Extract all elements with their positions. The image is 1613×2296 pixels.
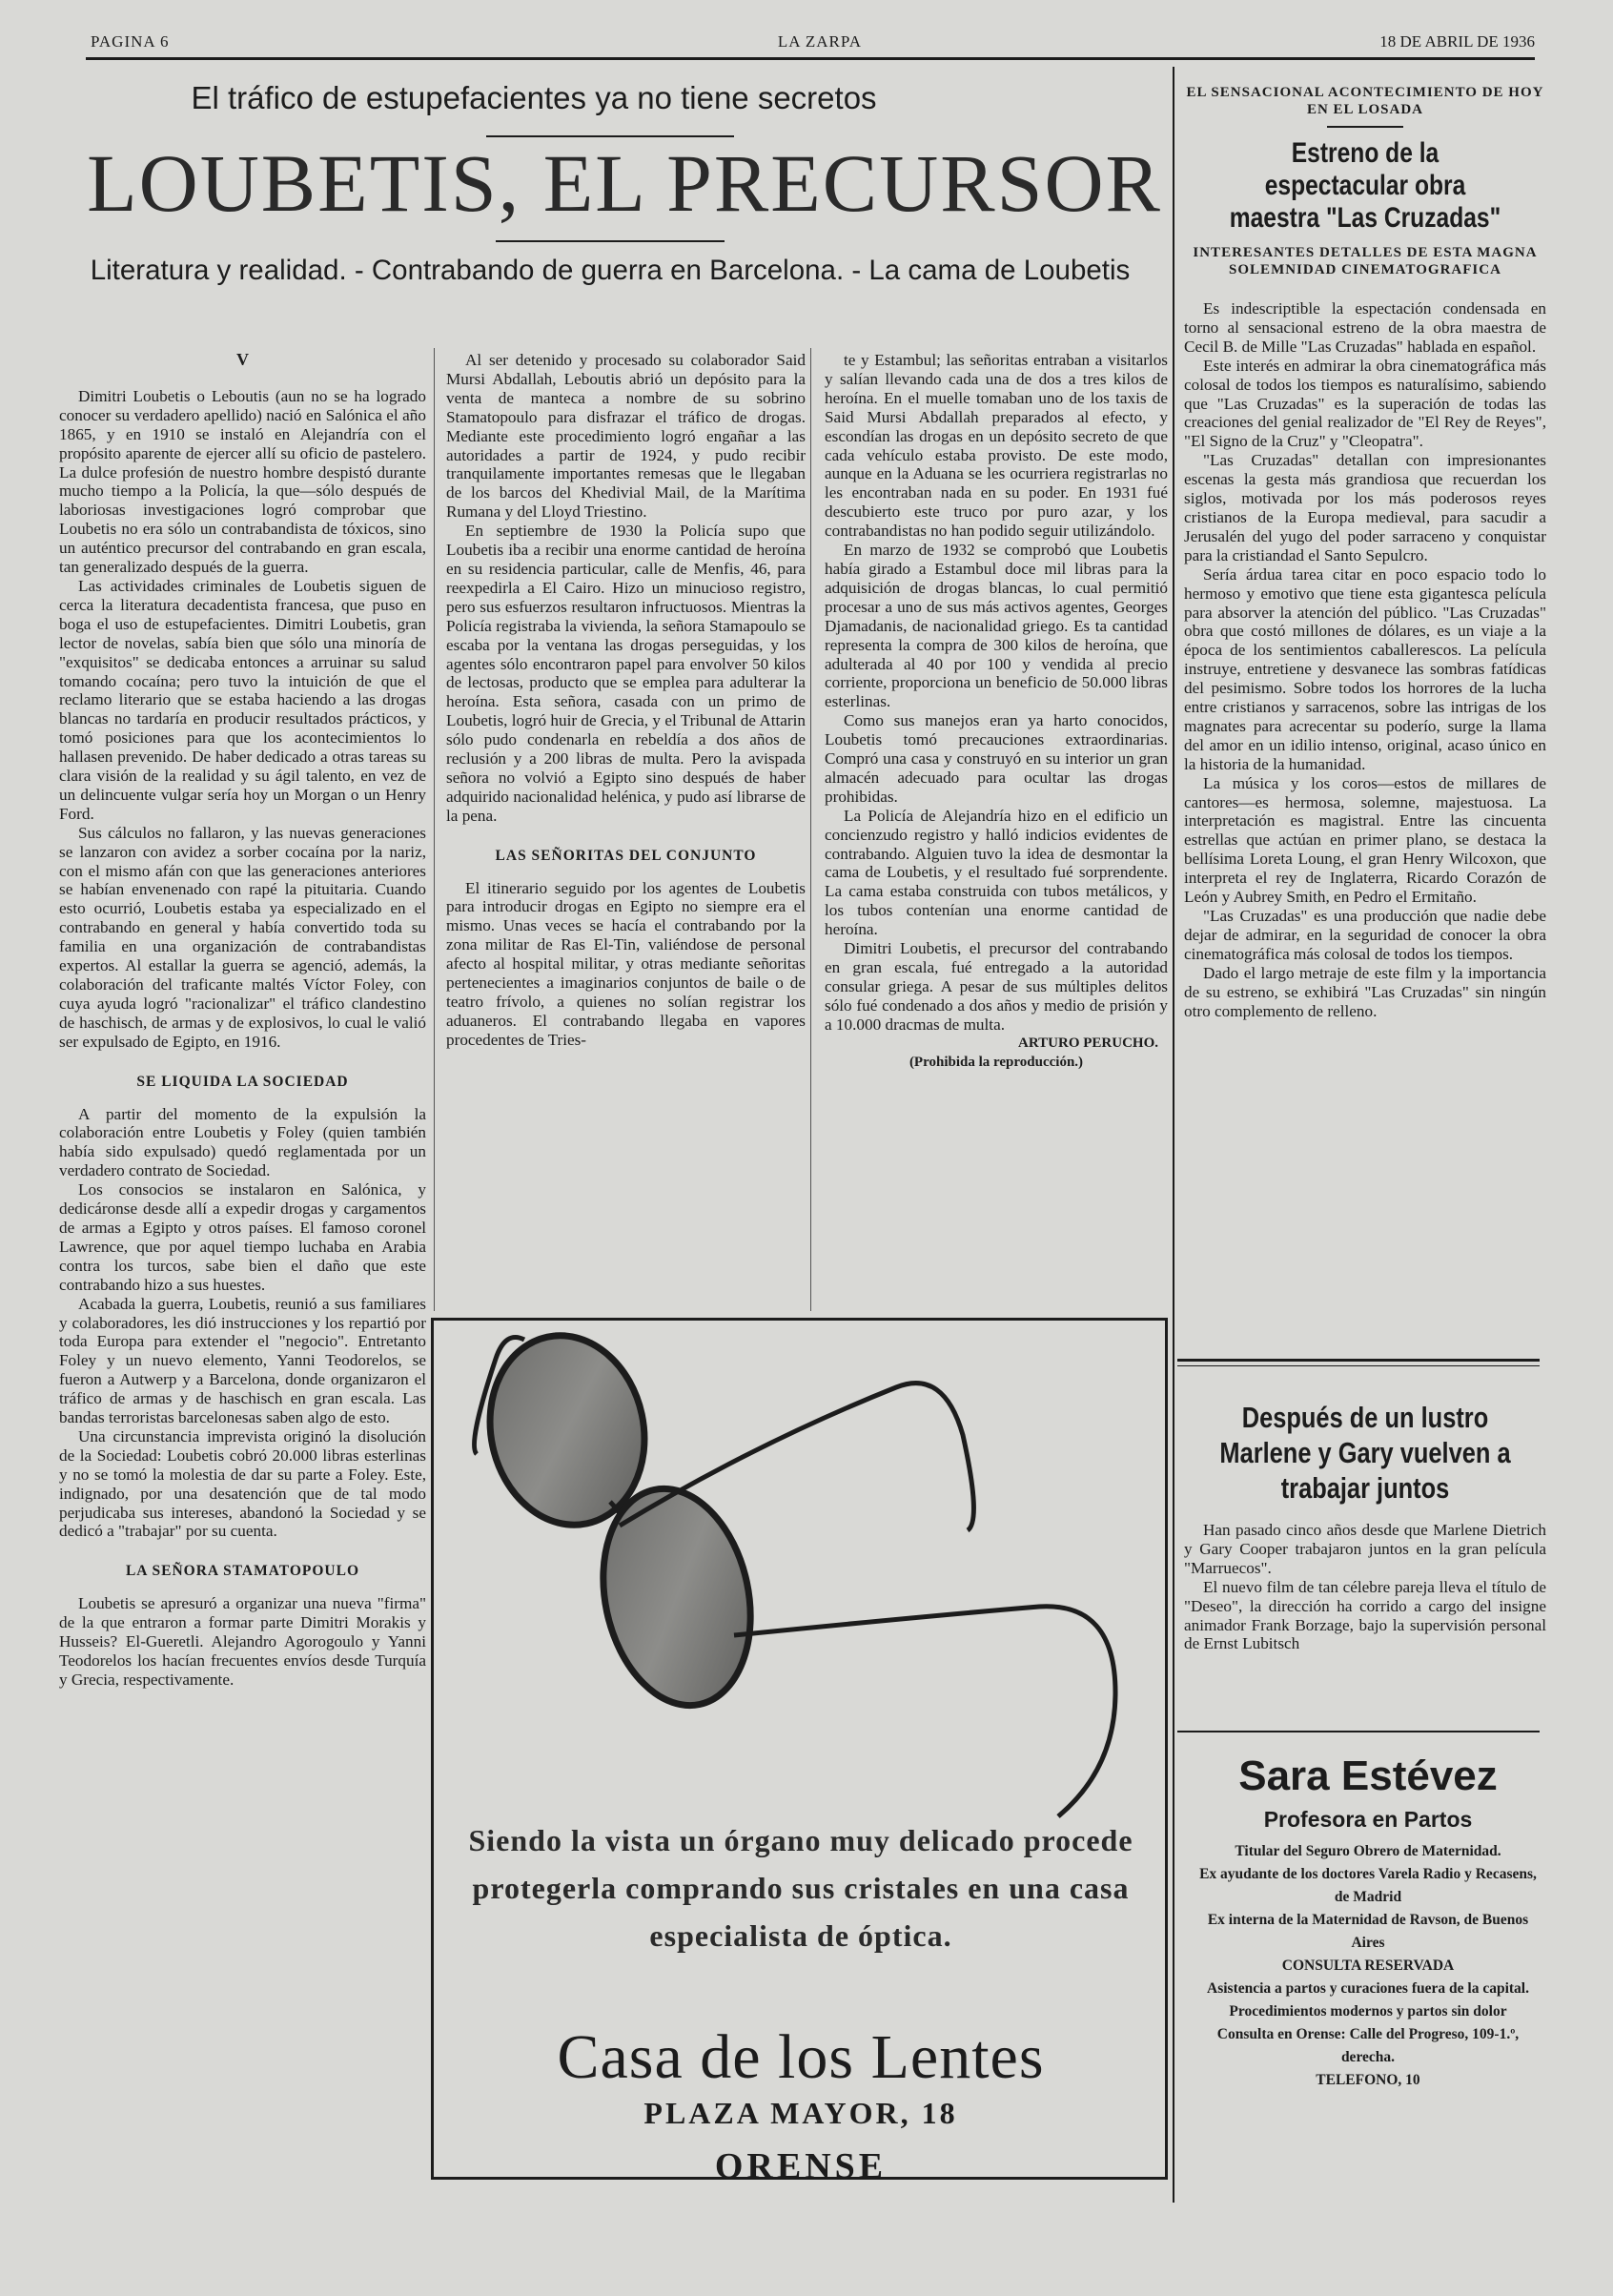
- paragraph: El itinerario seguido por los agentes de Loubetis para introducir drogas en Egipto no siempre era el mismo. Unas veces se hacía el contrabando por la zona militar de Ras El-Tin, valiéndose de personal afecto al hospital militar, y otras mediante señoritas pertenecientes a imaginarios conjuntos de baile o de teatro frívolo, a quienes no solían registrar los aduaneros. El contrabando llegaba en vapores procedentes de Tries-: [446, 878, 806, 1049]
- paragraph: Han pasado cinco años desde que Marlene Dietrich y Gary Cooper trabajaron juntos en la gran película "Marruecos".: [1184, 1521, 1546, 1577]
- midwife-line: Asistencia a partos y curaciones fuera de la capital.: [1207, 1980, 1529, 1997]
- glasses-ad-slogan: Siendo la vista un órgano muy delicado procede protegerla comprando sus cristales en una casa especialista de óptica.: [468, 1823, 1133, 1953]
- paragraph: Dado el largo metraje de este film y la importancia de su estreno, se exhibirá "Las Cruzadas" sin ningún otro complemento de relleno.: [1184, 963, 1546, 1020]
- right-separator-2: [1177, 1731, 1540, 1732]
- paragraph: La Policía de Alejandría hizo en el edificio un concienzudo registro y halló indicios evidentes de contrabando. Alguien tuvo la idea de desmontar la cama de Loubetis, y el resultado fué sorprendente. La cama estaba construida con tubos metálicos, y los tubos contenían una enorme cantidad de heroína.: [825, 806, 1168, 939]
- column-rule-right: [1173, 67, 1174, 2203]
- subheading-stamatopoulo: LA SEÑORA STAMATOPOULO: [125, 1563, 360, 1580]
- marlene-paragraphs: [1184, 1521, 1546, 1653]
- issue-date: 18 DE ABRIL DE 1936: [1379, 32, 1535, 51]
- paragraph: Una circunstancia imprevista originó la disolución de la Sociedad: Loubetis cobró 20.000 libras esterlinas y no se tomó la molestia de dar su parte a Foley. Este, indignado, por una desatención que de tal modo perjudicaba sus intereses, abandonó la Sociedad y se dedicó a "trabajar" por su cuenta.: [59, 1426, 426, 1541]
- article-deck: Literatura y realidad. - Contrabando de guerra en Barcelona. - La cama de Loubetis: [90, 255, 1131, 286]
- midwife-line: CONSULTA RESERVADA: [1281, 1958, 1455, 1974]
- paragraph: Sus cálculos no fallaron, y las nuevas generaciones se lanzaron con avidez a sorber cocaína por la nariz, con el mismo afán con que las generaciones anteriores se habían envenenado con rapé la pituitaria. Cuando esto ocurrió, Loubetis estaba ya especializado en el contrabando en general y había convertido toda su familia en una organización de contrabandistas expertos. Al estallar la guerra se agenció, además, la colaboración del traficante maltés Víctor Foley, con cuya ayuda logró "racionalizar" el tráfico clandestino de haschisch, de armas y de explosivos, lo cual le valió ser expulsado de Egipto, en 1916.: [59, 823, 426, 1051]
- article-title: LOUBETIS, EL PRECURSOR: [87, 137, 1162, 229]
- cinema-paragraphs: [1184, 299, 1546, 1020]
- midwife-line: Ex interna de la Maternidad de Ravson, de Buenos Aires: [1207, 1912, 1529, 1951]
- column-rule-2: [810, 348, 811, 1311]
- main-column-1: [59, 351, 426, 2201]
- cinema-body: [1184, 299, 1546, 1348]
- paragraph: Los consocios se instalaron en Salónica, y dedicáronse desde allí a expedir drogas y cargamentos de armas a Egipto y otros países. El famoso coronel Lawrence, que por aquel tiempo luchaba en Arabia contra los turcos, sabe bien el daño que este contrabando hizo a sus huestes.: [59, 1180, 426, 1294]
- midwife-line: Consulta en Orense: Calle del Progreso, 109-1.º, derecha.: [1216, 2026, 1520, 2065]
- midwife-line: TELEFONO, 10: [1316, 2072, 1420, 2088]
- article-kicker: El tráfico de estupefacientes ya no tiene secretos: [191, 80, 877, 115]
- paragraph: "Las Cruzadas" es una producción que nadie debe dejar de admirar, en la seguridad de conocer la obra cinematográfica más colosal de todos los tiempos.: [1184, 907, 1546, 963]
- column-1-part-c: [59, 1594, 426, 1690]
- marlene-article: [1184, 1400, 1546, 1673]
- column-1-part-b: [59, 1105, 426, 1542]
- column-3-text: [825, 351, 1168, 1035]
- main-column-3: [825, 351, 1168, 1304]
- paragraph: Dimitri Loubetis o Leboutis (aun no se ha logrado conocer su verdadero apellido) nació en Salónica el año 1865, y en 1910 se instaló en Alejandría con el propósito aparente de ejercer allí su oficio de pastelero. La dulce profesión de nuestro hombre despistó durante mucho tiempo a la Policía, la que—sólo después de laboriosas investigaciones logró comprobar que Loubetis no era sólo un contrabandista de tóxicos, sino un auténtico precursor del contrabando en gran escala, tan generalizado después de la guerra.: [59, 386, 426, 577]
- paragraph: Como sus manejos eran ya harto conocidos, Loubetis tomó precauciones extraordinarias. Compró una casa y construyó en su interior un gran almacén adecuado para ocultar las drogas prohibidas.: [825, 711, 1168, 806]
- column-rule-1: [434, 348, 435, 1311]
- midwife-line: Procedimientos modernos y partos sin dolor: [1229, 2003, 1507, 2019]
- section-number: V: [236, 351, 249, 369]
- page-number: PAGINA 6: [91, 32, 170, 51]
- paragraph: "Las Cruzadas" detallan con impresionantes escenas la gesta más grandiosa que recuerdan los siglos, motivada por los más poderosos reyes cristianos de la Europa medieval, para sacudir a Jerusalén del yugo del poder sarraceno y conquistar para la cristiandad el Santo Sepulcro.: [1184, 451, 1546, 564]
- cinema-kicker-rule: [1327, 126, 1403, 128]
- paper-name: LA ZARPA: [777, 32, 863, 51]
- paragraph: La música y los coros—estos de millares de cantores—es hermosa, solemne, majestuosa. La interpretación es magistral. Entre las cincuenta estrellas que actúan en primer plano, se destaca la bellísima Loreta Loung, el gran Henry Wilcoxon, que interpreta el rey de Inglaterra, Ricardo Corazón de León y Aubrey Smith, en Pedro el Ermitaño.: [1184, 773, 1546, 907]
- midwife-lines: [1192, 1840, 1544, 2092]
- paragraph: Al ser detenido y procesado su colaborador Said Mursi Abdallah, Leboutis abrió un depósito para la venta de manteca a nombre de su sobrino Stamatopoulo para disfrazar el tráfico de drogas. Mediante este procedimiento logró engañar a las autoridades a partir de 1924, y pudo recibir tranquilamente importantes remesas que le llegaban de los barcos del Khedivial Mail, de la Marítima Rumana y del Lloyd Triestino.: [446, 351, 806, 522]
- title-rule: [496, 240, 725, 242]
- midwife-profession: Profesora en Partos: [1263, 1807, 1473, 1832]
- glasses-shop-name: Casa de los Lentes: [557, 2022, 1045, 2092]
- column-2-part-b: [446, 879, 806, 1050]
- right-separator-1: [1177, 1359, 1540, 1362]
- paragraph: A partir del momento de la expulsión la colaboración entre Loubetis y Foley (quien también había sido expulsado) quedó reglamentada por un verdadero contrato de Sociedad.: [59, 1104, 426, 1180]
- right-separator-1b: [1177, 1365, 1540, 1366]
- cinema-title: Estreno de la espectacular obra maestra "Las Cruzadas": [1229, 137, 1501, 234]
- paragraph: Es indescriptible la espectación condensada en torno al sensacional estreno de la obra maestra de Cecil B. de Mille "Las Cruzadas" hablada en español.: [1184, 299, 1546, 356]
- midwife-name: Sara Estévez: [1238, 1753, 1498, 1799]
- midwife-line: Ex ayudante de los doctores Varela Radio y Recasens, de Madrid: [1199, 1866, 1537, 1905]
- midwife-line: Titular del Seguro Obrero de Maternidad.: [1235, 1843, 1501, 1859]
- subheading-sociedad: SE LIQUIDA LA SOCIEDAD: [136, 1073, 349, 1090]
- eyeglasses-illustration: [448, 1330, 1154, 1826]
- main-column-2: [446, 351, 806, 1304]
- column-1-part-a: [59, 387, 426, 1052]
- paragraph: te y Estambul; las señoritas entraban a visitarlos y salían llevando cada una de dos a tres kilos de heroína. En el muelle tomaban uno de los taxis de Said Mursi Abdallah preparados al efecto, y escondían las drogas en un depósito secreto de que cada vehículo estaba provisto. De este modo, aunque en la Aduana se les ocurriera registrarlas no les encontraban nada en su poder. En 1931 fué descubierto este truco por puro azar, y los contrabandistas no han podido seguir utilizándolo.: [825, 351, 1168, 541]
- paragraph: Loubetis se apresuró a organizar una nueva "firma" de la que entraron a formar parte Dimitri Morakis y Husseis? El-Gueretli. Alejandro Agorogoulo y Yanni Teodorelos los hacían frecuentes envíos desde Turquía y Grecia, respectivamente.: [59, 1594, 426, 1689]
- subheading-senoritas: LAS SEÑORITAS DEL CONJUNTO: [495, 847, 757, 864]
- paragraph: Dimitri Loubetis, el precursor del contrabando en gran escala, fué entregado a la autoridad consular griega. A pesar de sus múltiples delitos sólo fué condenado a dos años y medio de prisión y a 10.000 dracmas de multa.: [825, 939, 1168, 1034]
- glasses-shop-address: PLAZA MAYOR, 18: [643, 2096, 958, 2130]
- reproduction-notice: (Prohibida la reproducción.): [909, 1054, 1084, 1070]
- marlene-title: Después de un lustro Marlene y Gary vuelven a trabajar juntos: [1219, 1401, 1511, 1505]
- midwife-ad: [1192, 1750, 1544, 2092]
- paragraph: Sería árdua tarea citar en poco espacio todo lo hermoso y emotivo que tiene esta gigantesca película para absorver la atención del público. "Las Cruzadas" obra que costó millones de dólares, es un viaje a la época de los sentimientos caballerescos. La película instruye, entretiene y desvanece las sombras fatídicas del pesimismo. Sobre todos los horrores de la lucha entre cristianos y sarracenos, sobre las intrigas de los magnates para acrecentar su poderío, surge la llama del amor en un idilio intenso, original, acaso único en la historia de la humanidad.: [1184, 564, 1546, 773]
- paragraph: El nuevo film de tan célebre pareja lleva el título de "Deseo", la dirección ha corrido a cargo del insigne animador Frank Borzage, bajo la supervisión personal de Ernst Lubitsch: [1184, 1577, 1546, 1653]
- cinema-article: [1184, 84, 1546, 1348]
- column-2-part-a: [446, 351, 806, 826]
- cinema-subtitle: INTERESANTES DETALLES DE ESTA MAGNA SOLEMNIDAD CINEMATOGRAFICA: [1193, 245, 1538, 277]
- marlene-body: [1184, 1521, 1546, 1673]
- author-signature: ARTURO PERUCHO.: [1018, 1035, 1158, 1051]
- glasses-shop-city: ORENSE: [714, 2146, 888, 2186]
- paragraph: Acabada la guerra, Loubetis, reunió a sus familiares y colaboradores, les dió instrucciones y los repartió por toda Europa para extender el "negocio". Entretanto Foley y un nuevo elemento, Yanni Teodorelos, se fueron a Autwerp y a Barcelona, donde organizaron el tráfico de armas y de haschisch en gran escala. Las bandas terroristas barcelonesas saben algo de esto.: [59, 1294, 426, 1427]
- right-temple-arm: [734, 1607, 1115, 1816]
- paragraph: En marzo de 1932 se comprobó que Loubetis había girado a Estambul doce mil libras para la adquisición de drogas blancas, lo cual permitió procesar a uno de sus más activos agentes, Georges Djamadanis, de nacionalidad griego. Es ta cantidad representa la compra de 300 kilos de heroína, que adulterada al 40 por 100 y vendida al precio corriente, proporciona un beneficio de 50.000 libras esterlinas.: [825, 541, 1168, 711]
- masthead-rule: [86, 57, 1535, 60]
- paragraph: En septiembre de 1930 la Policía supo que Loubetis iba a recibir una enorme cantidad de heroína en su residencia particular, calle de Menfis, 46, para reexpedirla a El Cairo. Hizo un minucioso registro, pero sus esfuerzos resultaron infructuosos. Mientras la Policía registraba la vivienda, la señora Stamapoulo se escaba por la ventana las drogas perseguidas, y los agentes sólo encontraron papel para envolver 50 kilos de lectosas, producto que se emplea para adulterar la heroína. Esta señora, casada con un primo de Loubetis, logró huir de Grecia, y el Tribunal de Attarin sólo pudo condenarla en rebeldía a dos años de reclusión y a 200 libras de multa. Pero la avispada señora no volvió a Egipto sino después de haber adquirido nacionalidad helénica, y pudo así librarse de la pena.: [446, 522, 806, 825]
- paragraph: Las actividades criminales de Loubetis siguen de cerca la literatura decadentista francesa, que puso en boga el uso de estupefacientes. Dimitri Loubetis, gran lector de novelas, sabía bien que sólo una minoría de "exquisitos" se dedicaba entonces a arruinar su salud tomando cocaína; pero tuvo la intuición de que el reclamo literario que se estaba haciendo a las drogas blancas no tardaría en producir resultados prácticos, y tomó posiciones para que los acontecimientos lo hallasen prevenido. De haber dedicado a otras tareas su clara visión de la realidad y su ágil talento, en vez de un delincuente vulgar sería hoy un Morgan o un Henry Ford.: [59, 576, 426, 823]
- paragraph: Este interés en admirar la obra cinematográfica más colosal de todos los tiempos es naturalísimo, sabiendo que "Las Cruzadas" es la superación de todas las creaciones del genial realizador de "El Rey de Reyes", "El Signo de la Cruz" y "Cleopatra".: [1184, 356, 1546, 451]
- cinema-kicker: EL SENSACIONAL ACONTECIMIENTO DE HOY EN EL LOSADA: [1186, 85, 1544, 117]
